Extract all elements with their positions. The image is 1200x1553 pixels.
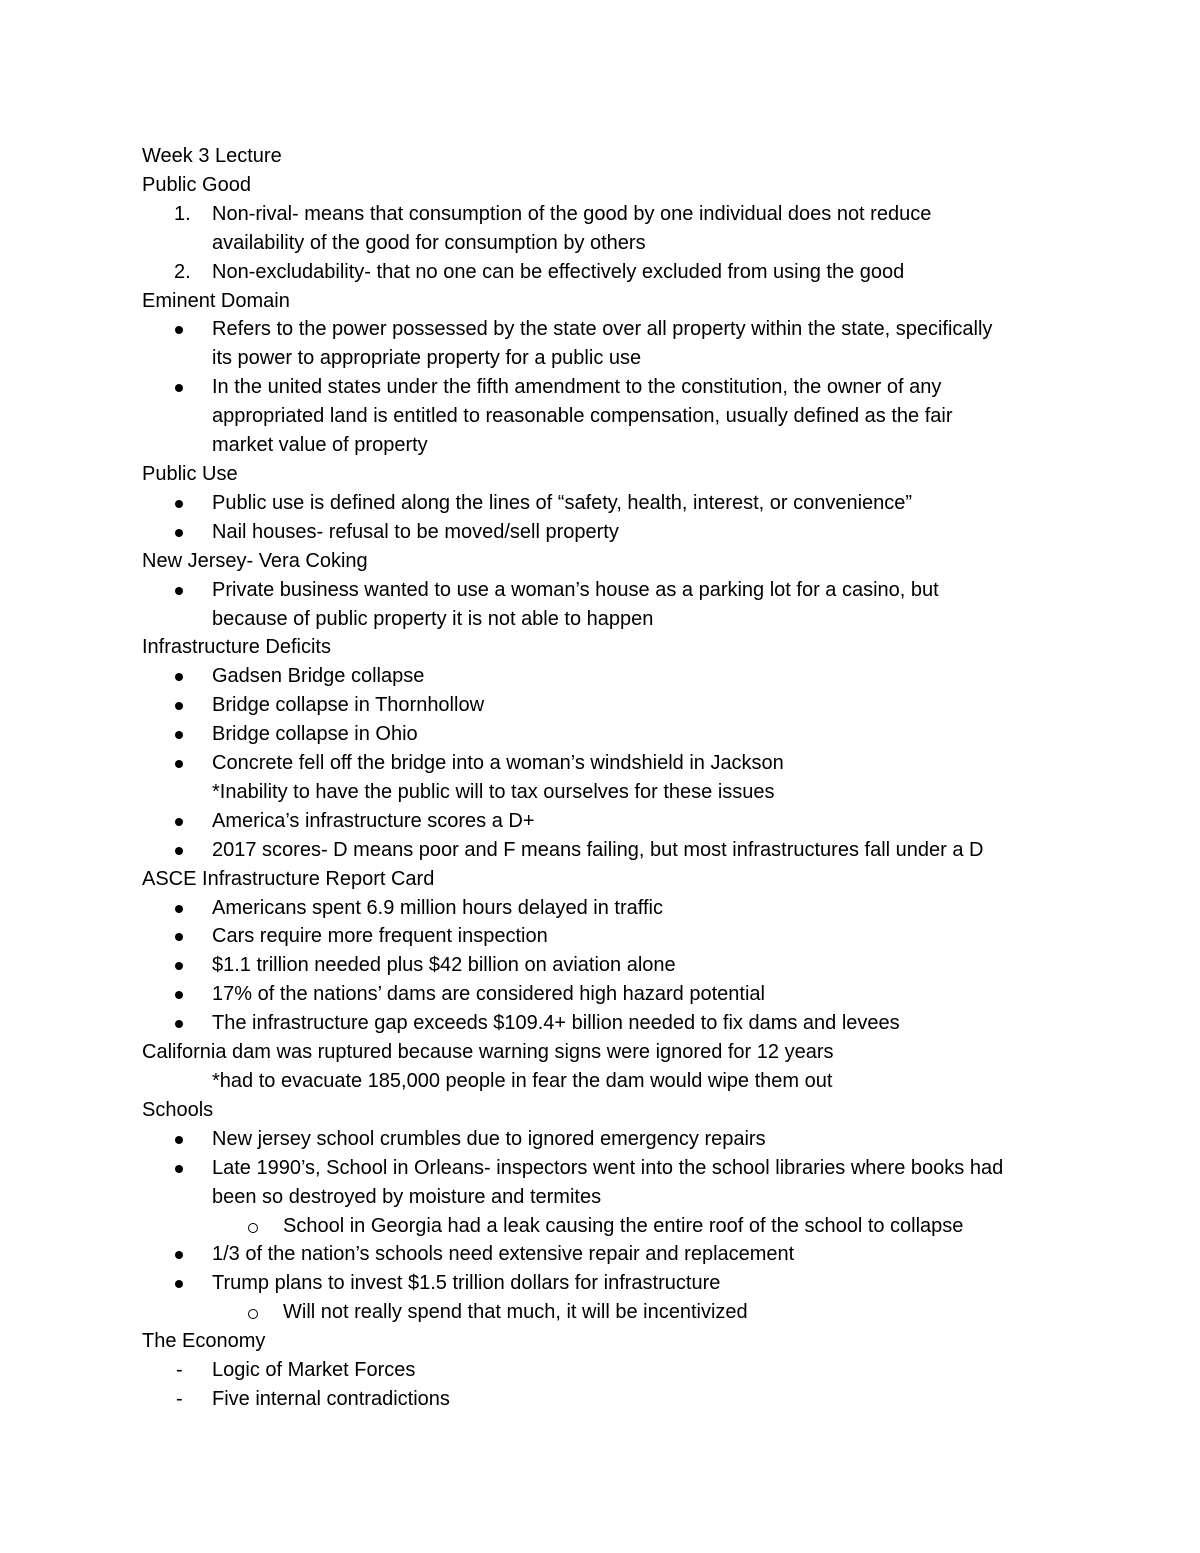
section-heading [142, 142, 1072, 171]
bullet-icon [175, 1020, 183, 1028]
section-heading [142, 460, 1072, 489]
continuation-line [142, 778, 1072, 807]
line-text: Private business wanted to use a woman’s house as a parking lot for a casino, but [212, 578, 939, 601]
bullet-item [142, 1240, 1072, 1269]
line-text: Eminent Domain [142, 289, 290, 312]
dash-item [142, 1385, 1072, 1414]
line-text: Concrete fell off the bridge into a woman’s windshield in Jackson [212, 752, 784, 775]
bullet-icon [175, 529, 183, 537]
continuation-line [142, 431, 1072, 460]
line-text: Bridge collapse in Thornhollow [212, 694, 485, 717]
bullet-icon [175, 731, 183, 739]
line-text: Gadsen Bridge collapse [212, 665, 425, 688]
line-text: its power to appropriate property for a public use [212, 347, 642, 370]
continuation-line [142, 1183, 1072, 1212]
bullet-item [142, 807, 1072, 836]
line-text: School in Georgia had a leak causing the entire roof of the school to collapse [283, 1214, 964, 1237]
bullet-icon [175, 587, 183, 595]
section-heading [142, 547, 1072, 576]
line-text: appropriated land is entitled to reasonable compensation, usually defined as the fair [212, 405, 953, 428]
bullet-item [142, 1269, 1072, 1298]
numbered-item [142, 258, 1072, 287]
line-text: *Inability to have the public will to tax ourselves for these issues [212, 780, 775, 803]
section-heading [142, 287, 1072, 316]
line-text: New jersey school crumbles due to ignored emergency repairs [212, 1127, 766, 1150]
bullet-icon [175, 1251, 183, 1259]
line-text: Americans spent 6.9 million hours delayed in traffic [212, 896, 663, 919]
sub-bullet-item [142, 1298, 1072, 1327]
bullet-icon [175, 702, 183, 710]
bullet-item [142, 1154, 1072, 1183]
line-text: Non-excludability- that no one can be effectively excluded from using the good [212, 260, 905, 283]
continuation-line [142, 402, 1072, 431]
dash-item [142, 1356, 1072, 1385]
bullet-icon [175, 1165, 183, 1173]
bullet-icon [175, 933, 183, 941]
bullet-item [142, 720, 1072, 749]
line-text: Nail houses- refusal to be moved/sell property [212, 520, 619, 543]
section-heading [142, 865, 1072, 894]
bullet-item [142, 836, 1072, 865]
bullet-item [142, 922, 1072, 951]
section-heading [142, 1038, 1072, 1067]
line-text: Logic of Market Forces [212, 1359, 416, 1382]
bullet-item [142, 951, 1072, 980]
line-text: California dam was ruptured because warning signs were ignored for 12 years [142, 1041, 834, 1064]
bullet-icon [175, 760, 183, 768]
bullet-icon [175, 1136, 183, 1144]
continuation-line [142, 1067, 1072, 1096]
continuation-line [142, 229, 1072, 258]
bullet-icon [175, 500, 183, 508]
line-text: Cars require more frequent inspection [212, 925, 548, 948]
hollow-bullet-icon [248, 1223, 258, 1233]
line-text: Week 3 Lecture [142, 145, 282, 167]
numbered-item [142, 200, 1072, 229]
line-text: In the united states under the fifth amendment to the constitution, the owner of any [212, 376, 942, 399]
list-number: 1. [174, 202, 191, 225]
section-heading [142, 633, 1072, 662]
bullet-item [142, 691, 1072, 720]
line-text: The Economy [142, 1330, 266, 1353]
bullet-icon [175, 1280, 183, 1288]
line-text: 1/3 of the nation’s schools need extensive repair and replacement [212, 1243, 795, 1266]
continuation-line [142, 344, 1072, 373]
bullet-item [142, 315, 1072, 344]
section-heading [142, 1327, 1072, 1356]
bullet-icon [175, 326, 183, 334]
line-text: Late 1990’s, School in Orleans- inspectors went into the school libraries where books had [212, 1156, 1004, 1179]
bullet-icon [175, 818, 183, 826]
section-heading [142, 171, 1072, 200]
lecture-notes [142, 142, 1072, 1414]
bullet-item [142, 749, 1072, 778]
bullet-item [142, 662, 1072, 691]
line-text: *had to evacuate 185,000 people in fear the dam would wipe them out [212, 1070, 833, 1092]
line-text: America’s infrastructure scores a D+ [212, 809, 535, 832]
line-text: Trump plans to invest $1.5 trillion dollars for infrastructure [212, 1272, 721, 1295]
line-text: Public Good [142, 173, 251, 196]
bullet-item [142, 980, 1072, 1009]
line-text: been so destroyed by moisture and termites [212, 1185, 602, 1208]
bullet-item [142, 489, 1072, 518]
bullet-icon [175, 962, 183, 970]
sub-bullet-item [142, 1212, 1072, 1241]
line-text: Infrastructure Deficits [142, 636, 331, 659]
line-text: Five internal contradictions [212, 1387, 450, 1410]
line-text: Refers to the power possessed by the state over all property within the state, specifically [212, 318, 993, 341]
bullet-icon [175, 991, 183, 999]
list-number: 2. [174, 260, 191, 283]
section-heading [142, 1096, 1072, 1125]
line-text: availability of the good for consumption by others [212, 231, 646, 254]
line-text: Public use is defined along the lines of “safety, health, interest, or convenience” [212, 491, 913, 514]
line-text: because of public property it is not able to happen [212, 607, 654, 630]
line-text: Non-rival- means that consumption of the good by one individual does not reduce [212, 202, 932, 225]
line-text: market value of property [212, 434, 428, 457]
bullet-item [142, 894, 1072, 923]
line-text: The infrastructure gap exceeds $109.4+ billion needed to fix dams and levees [212, 1012, 900, 1035]
dash-marker: - [176, 1387, 183, 1410]
line-text: Bridge collapse in Ohio [212, 723, 418, 746]
bullet-item [142, 373, 1072, 402]
bullet-icon [175, 905, 183, 913]
bullet-item [142, 518, 1072, 547]
line-text: 2017 scores- D means poor and F means failing, but most infrastructures fall under a D [212, 838, 984, 861]
hollow-bullet-icon [248, 1309, 258, 1319]
bullet-item [142, 1125, 1072, 1154]
bullet-item [142, 1009, 1072, 1038]
line-text: Public Use [142, 462, 238, 485]
line-text: $1.1 trillion needed plus $42 billion on aviation alone [212, 954, 676, 977]
continuation-line [142, 605, 1072, 634]
line-text: 17% of the nations’ dams are considered high hazard potential [212, 983, 765, 1006]
line-text: Schools [142, 1098, 214, 1121]
bullet-icon [175, 384, 183, 392]
dash-marker: - [176, 1359, 183, 1382]
bullet-item [142, 576, 1072, 605]
line-text: Will not really spend that much, it will be incentivized [283, 1301, 748, 1324]
bullet-icon [175, 847, 183, 855]
line-text: ASCE Infrastructure Report Card [142, 867, 435, 890]
line-text: New Jersey- Vera Coking [142, 549, 368, 572]
bullet-icon [175, 673, 183, 681]
